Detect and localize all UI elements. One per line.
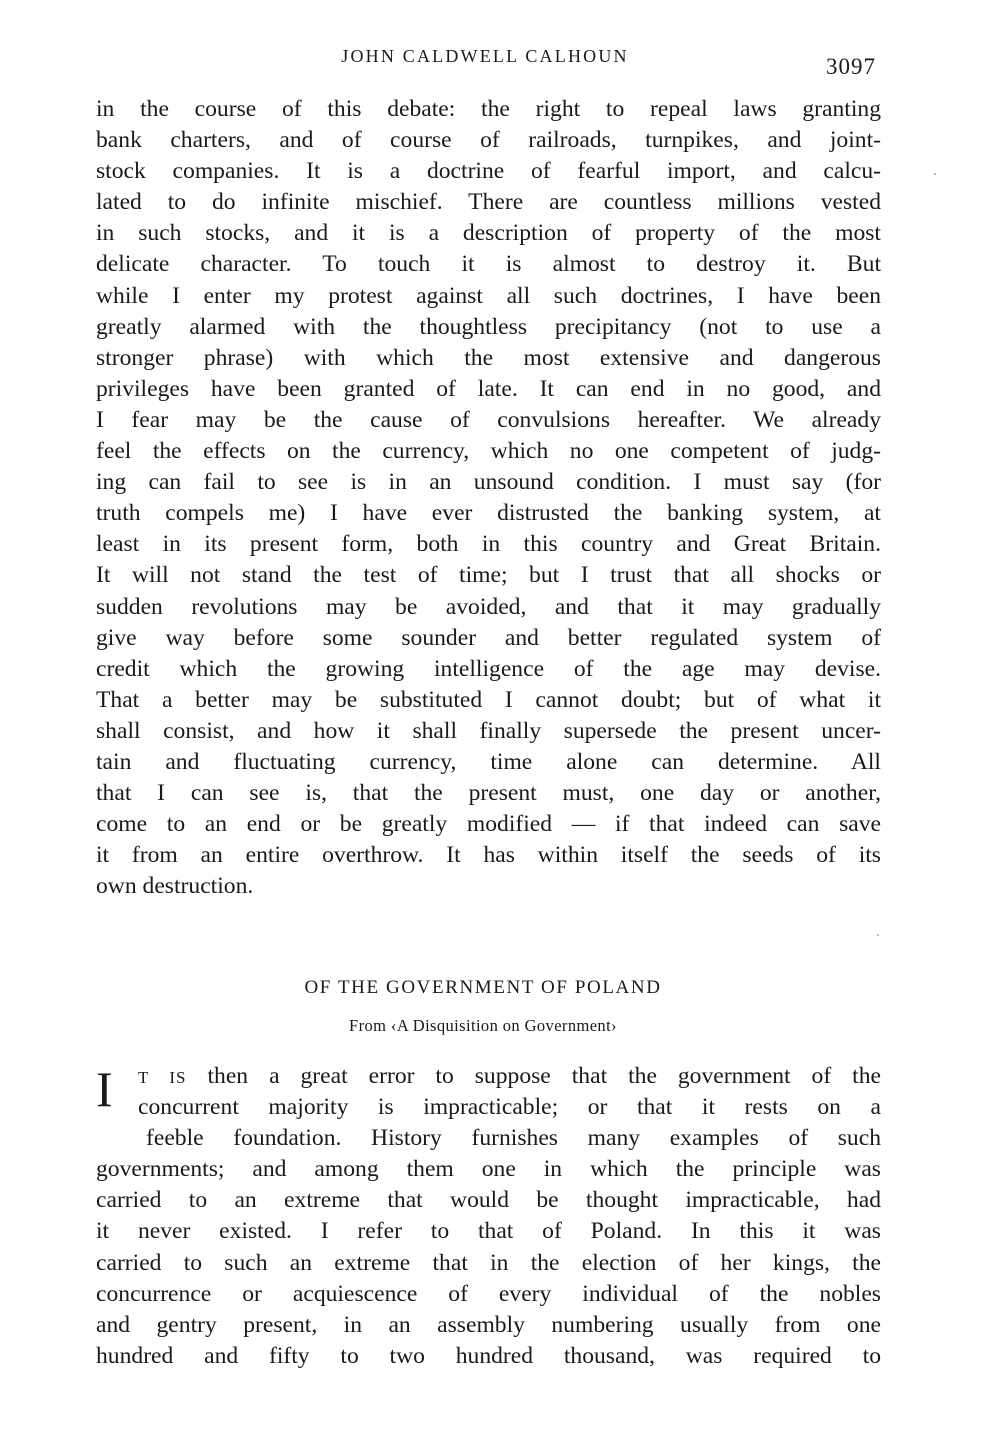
text-line: carried to such an extreme that in the election of her kings, the [96, 1249, 881, 1276]
text-line: privileges have been granted of late. It can end in no good, and [96, 375, 881, 402]
text-line: that I can see is, that the present must, one day or another, [96, 780, 881, 807]
text-line: That a better may be substituted I cannot doubt; but of what it [96, 686, 881, 713]
text-line: greatly alarmed with the thoughtless precipitancy (not to use a [96, 313, 881, 340]
text-line: in the course of this debate: the right to repeal laws granting [96, 96, 881, 122]
text-line: credit which the growing intelligence of the age may devise. [96, 655, 881, 682]
text-line: feeble foundation. History furnishes many examples of such [146, 1125, 881, 1152]
paragraph-2 [96, 1061, 881, 1372]
text-line: bank charters, and of course of railroads, turnpikes, and joint- [96, 127, 881, 154]
text-line: governments; and among them one in which the principle was [96, 1156, 881, 1183]
text-line: ing can fail to see is in an unsound condition. I must say (for [96, 469, 881, 496]
running-header [0, 46, 1000, 79]
text-line: own destruction. [96, 873, 254, 900]
scan-speck [934, 173, 936, 175]
paragraph-1 [96, 94, 881, 902]
text-line: it from an entire overthrow. It has within itself the seeds of its [96, 842, 881, 869]
text-line: and gentry present, in an assembly numbering usually from one [96, 1311, 881, 1338]
text-line: it never existed. I refer to that of Poland. In this it was [96, 1218, 881, 1245]
text-line: carried to an extreme that would be thought impracticable, had [96, 1187, 881, 1214]
text-line: come to an end or be greatly modified — if that indeed can save [96, 811, 881, 838]
opening-text: then a great error to suppose that the government of the [207, 1063, 881, 1089]
running-title: JOHN CALDWELL CALHOUN [341, 46, 629, 66]
drop-cap: I [96, 1061, 113, 1117]
text-line: give way before some sounder and better regulated system of [96, 624, 881, 651]
text-line: I fear may be the cause of convulsions hereafter. We already [96, 406, 881, 433]
text-line: concurrent majority is impracticable; or that it rests on a [138, 1094, 881, 1121]
page-number: 3097 [826, 54, 876, 79]
text-line: stronger phrase) with which the most extensive and dangerous [96, 344, 881, 371]
text-line: shall consist, and how it shall finally supersede the present uncer- [96, 717, 881, 744]
text-line: hundred and fifty to two hundred thousand, was required to [96, 1342, 881, 1369]
text-line: while I enter my protest against all such doctrines, I have been [96, 282, 881, 309]
scan-speck [877, 934, 879, 936]
section-heading: OF THE GOVERNMENT OF POLAND [304, 977, 662, 998]
text-line: delicate character. To touch it is almost to destroy it. But [96, 251, 881, 278]
text-line: It will not stand the test of time; but I trust that all shocks or [96, 562, 881, 589]
text-line: least in its present form, both in this country and Great Britain. [96, 531, 881, 558]
text-line: feel the effects on the currency, which no one competent of judg- [96, 438, 881, 465]
section-subheading: From ‹A Disquisition on Government› [349, 1016, 617, 1035]
text-line-first [138, 1061, 881, 1092]
text-line: concurrence or acquiescence of every individual of the nobles [96, 1280, 881, 1307]
text-line: lated to do infinite mischief. There are countless millions vested [96, 189, 881, 216]
text-line: in such stocks, and it is a description of property of the most [96, 220, 881, 247]
text-line: tain and fluctuating currency, time alone can determine. All [96, 748, 881, 775]
text-line: stock companies. It is a doctrine of fearful import, and calcu- [96, 158, 881, 185]
opening-smallcaps: T IS [138, 1068, 187, 1087]
text-line: truth compels me) I have ever distrusted the banking system, at [96, 500, 881, 527]
text-line: sudden revolutions may be avoided, and that it may gradually [96, 593, 881, 620]
